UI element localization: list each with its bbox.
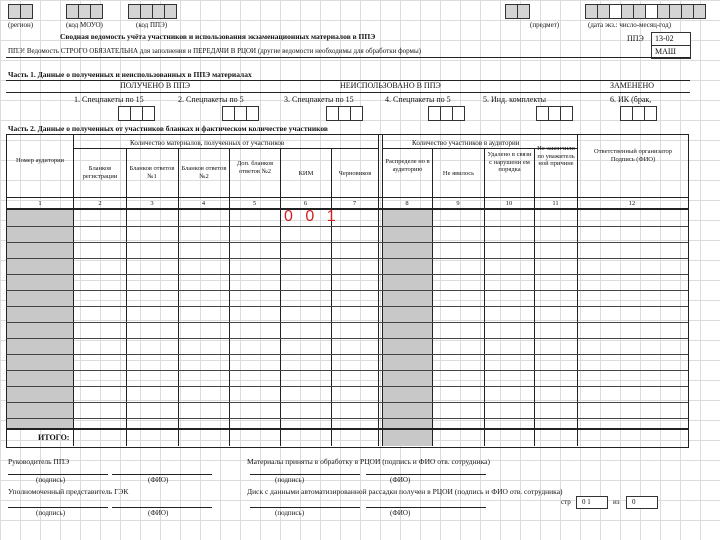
rcoi-fio-label: (ФИО) [390, 476, 411, 484]
gek-sign-label: (подпись) [36, 509, 66, 517]
replaced-boxes[interactable] [620, 106, 656, 121]
head-sign-label: (подпись) [36, 476, 66, 484]
table-row[interactable] [6, 290, 688, 291]
part2-heading: Часть 2. Данные о полученных от участников бланках и фактическом количестве участников [8, 124, 328, 133]
table-row[interactable] [6, 386, 688, 387]
table-row[interactable] [6, 274, 688, 275]
form-code: 13-02 [655, 34, 674, 43]
room-stamp-number: 0 0 1 [284, 208, 340, 225]
item-6: 6. ИК (брак, [610, 95, 652, 104]
page-number: 0 1 [582, 498, 591, 506]
table-row[interactable] [6, 370, 688, 371]
received-5-boxes[interactable] [222, 106, 258, 121]
distributed-column-shade [382, 210, 432, 446]
page-number-box [576, 496, 608, 509]
col-header-removed: Удалено в связи с нарушени ем порядка [487, 151, 532, 173]
col-num-4: 4 [201, 200, 206, 207]
col-num-5: 5 [252, 200, 257, 207]
form-code-box [651, 32, 691, 46]
col-header-ans2: Бланков ответов №2 [181, 165, 227, 180]
page-total: 0 [632, 498, 636, 506]
col-num-2: 2 [98, 200, 102, 207]
ppe-code-boxes[interactable] [128, 4, 176, 19]
form-code2: МАШ [655, 47, 676, 56]
mouo-label: (код МОУО) [66, 21, 103, 29]
date-boxes[interactable] [585, 4, 705, 19]
part1-heading: Часть 1. Данные о полученных и неиспользованных в ППЭ материалах [8, 70, 252, 79]
date-label: (дата экз.: число-месяц-год) [588, 21, 672, 29]
col-num-9: 9 [456, 200, 460, 207]
ind-kits-boxes[interactable] [536, 106, 572, 121]
disk-fio-label: (ФИО) [390, 509, 411, 517]
page-of-label: из [613, 498, 620, 506]
materials-accepted-label: Материалы приняты в обработку в РЦОИ (подпись и ФИО отв. сотрудника) [247, 457, 490, 466]
col-num-3: 3 [150, 200, 154, 207]
col-header-room: Номер аудитории [15, 157, 65, 164]
table-row[interactable] [6, 402, 688, 403]
col-num-12: 12 [628, 200, 636, 207]
received-heading: ПОЛУЧЕНО В ППЭ [120, 81, 191, 90]
col-header-reg: Бланков регистрации [82, 165, 118, 180]
participants-group-header: Количество участников в аудитории [412, 139, 520, 147]
participants-table [6, 134, 689, 448]
unused-heading: НЕИСПОЛЬЗОВАНО В ППЭ [340, 81, 441, 90]
item-2: 2. Спецпакеты по 5 [178, 95, 244, 104]
table-row[interactable] [6, 258, 688, 259]
col-header-kim: КИМ [298, 170, 314, 177]
item-4: 4. Спецпакеты по 5 [385, 95, 451, 104]
col-num-8: 8 [405, 200, 409, 207]
col-num-10: 10 [505, 200, 513, 207]
col-header-ans1: Бланков ответов №1 [129, 165, 175, 180]
mouo-boxes[interactable] [66, 4, 102, 19]
table-row[interactable] [6, 226, 688, 227]
total-label: ИТОГО: [38, 433, 70, 442]
page-label: стр [561, 498, 571, 506]
col-header-drafts: Черновиков [338, 170, 372, 177]
col-num-1: 1 [38, 200, 42, 207]
item-3: 3. Спецпакеты по 15 [284, 95, 354, 104]
table-row[interactable] [6, 338, 688, 339]
region-label: (регион) [8, 21, 34, 29]
authorized-label: Уполномоченный представитель ГЭК [8, 487, 129, 496]
ppe-code-label: (код ППЭ) [136, 21, 168, 29]
col-header-not-finished: Не закончили по уважитель ной причине [537, 145, 575, 167]
received-15-boxes[interactable] [118, 106, 154, 121]
unused-5-boxes[interactable] [428, 106, 464, 121]
subject-label: (предмет) [530, 21, 560, 29]
form-note: ППЭ! Ведомость СТРОГО ОБЯЗАТЕЛЬНА для заполнения и ПЕРЕДАЧИ В РЦОИ (другие ведомости необходимы для обработки формы) [8, 47, 421, 55]
region-boxes[interactable] [8, 4, 32, 19]
col-num-6: 6 [303, 200, 308, 207]
col-num-7: 7 [352, 200, 357, 207]
form-title: Сводная ведомость учёта участников и использования экзаменационных материалов в ППЭ [60, 32, 376, 41]
page-total-box [626, 496, 658, 509]
table-row[interactable] [6, 354, 688, 355]
col-header-absent: Не явилось [442, 170, 475, 177]
table-row[interactable] [6, 306, 688, 307]
col-header-distributed: Распределе но в аудиторию [385, 158, 430, 173]
col-num-11: 11 [552, 200, 559, 207]
rcoi-sign-label: (подпись) [275, 476, 305, 484]
table-row[interactable] [6, 242, 688, 243]
col-header-extra: Доп. бланков ответов №2 [236, 160, 274, 175]
col-header-organizer: Ответственный организатор Подпись (ФИО) [594, 148, 672, 163]
ppe-label: ППЭ [627, 34, 644, 43]
head-ppe-label: Руководитель ППЭ [8, 457, 70, 466]
table-row[interactable] [6, 418, 688, 419]
disk-note-label: Диск с данными автоматизированной рассадки получен в РЦОИ (подпись и ФИО отв. сотрудника) [247, 487, 563, 496]
head-fio-label: (ФИО) [148, 476, 169, 484]
subject-boxes[interactable] [505, 4, 529, 19]
table-row[interactable] [6, 322, 688, 323]
disk-sign-label: (подпись) [275, 509, 305, 517]
gek-fio-label: (ФИО) [148, 509, 169, 517]
materials-group-header: Количество материалов, полученных от участников [130, 139, 285, 147]
item-1: 1. Спецпакеты по 15 [74, 95, 144, 104]
item-5: 5. Инд. комплекты [483, 95, 546, 104]
unused-15-boxes[interactable] [326, 106, 362, 121]
replaced-heading: ЗАМЕНЕНО [610, 81, 655, 90]
